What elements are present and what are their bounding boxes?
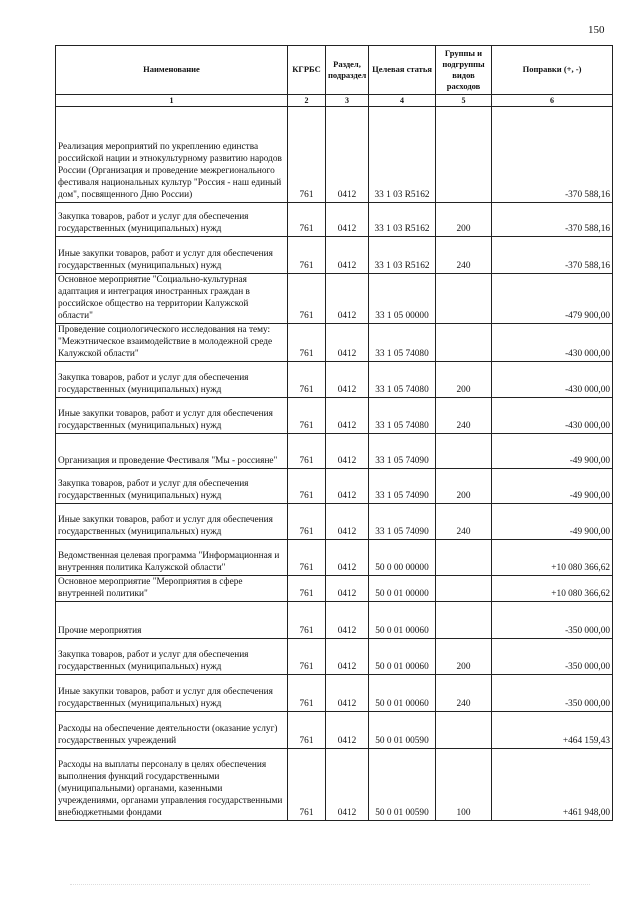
budget-amendments-table (55, 45, 613, 821)
row-name: Закупка товаров, работ и услуг для обеспечения государственных (муниципальных) нужд (56, 203, 288, 237)
row-amount: -370 588,16 (492, 107, 613, 203)
header-section: Раздел, подраздел (326, 46, 369, 95)
row-section: 0412 (326, 324, 369, 362)
row-amount: -350 000,00 (492, 675, 613, 712)
row-target: 50 0 01 00590 (369, 749, 436, 821)
row-kgrbs: 761 (288, 362, 326, 398)
row-section: 0412 (326, 203, 369, 237)
row-target: 33 1 05 74090 (369, 504, 436, 540)
row-amount: -350 000,00 (492, 639, 613, 675)
row-section: 0412 (326, 576, 369, 602)
row-kgrbs: 761 (288, 675, 326, 712)
header-row (56, 46, 613, 95)
row-name: Организация и проведение Фестиваля "Мы - россияне" (56, 434, 288, 469)
row-amount: +10 080 366,62 (492, 576, 613, 602)
row-target: 33 1 05 74090 (369, 434, 436, 469)
column-number-row (56, 95, 613, 107)
page-bottom-edge (70, 884, 590, 889)
table-row (56, 504, 613, 540)
row-amount: +464 159,43 (492, 712, 613, 749)
row-target: 33 1 05 74080 (369, 324, 436, 362)
row-kgrbs: 761 (288, 469, 326, 504)
table-row (56, 237, 613, 274)
row-section: 0412 (326, 469, 369, 504)
row-target: 33 1 03 R5162 (369, 203, 436, 237)
row-group (436, 540, 492, 576)
row-kgrbs: 761 (288, 324, 326, 362)
table-row (56, 540, 613, 576)
row-name: Расходы на выплаты персоналу в целях обеспечения выполнения функций государственными (муниципальными) органами, казенными учреждениями, органами управления государственными внебюджетными фондами (56, 749, 288, 821)
row-name: Иные закупки товаров, работ и услуг для обеспечения государственных (муниципальных) нужд (56, 675, 288, 712)
row-group (436, 324, 492, 362)
row-section: 0412 (326, 712, 369, 749)
row-name: Расходы на обеспечение деятельности (оказание услуг) государственных учреждений (56, 712, 288, 749)
table-row (56, 398, 613, 434)
row-section: 0412 (326, 504, 369, 540)
row-group: 240 (436, 504, 492, 540)
table-row (56, 576, 613, 602)
row-group: 100 (436, 749, 492, 821)
row-amount: -430 000,00 (492, 362, 613, 398)
table-row (56, 274, 613, 324)
row-kgrbs: 761 (288, 504, 326, 540)
row-kgrbs: 761 (288, 107, 326, 203)
row-section: 0412 (326, 434, 369, 469)
row-kgrbs: 761 (288, 237, 326, 274)
row-kgrbs: 761 (288, 576, 326, 602)
row-name: Закупка товаров, работ и услуг для обеспечения государственных (муниципальных) нужд (56, 362, 288, 398)
header-amendments: Поправки (+, -) (492, 46, 613, 95)
column-number: 3 (326, 95, 369, 107)
row-kgrbs: 761 (288, 712, 326, 749)
row-group (436, 576, 492, 602)
row-name: Ведомственная целевая программа "Информационная и внутренняя политика Калужской области" (56, 540, 288, 576)
row-target: 33 1 05 74080 (369, 398, 436, 434)
row-group (436, 107, 492, 203)
row-amount: -370 588,16 (492, 237, 613, 274)
row-kgrbs: 761 (288, 602, 326, 639)
row-name: Иные закупки товаров, работ и услуг для обеспечения государственных (муниципальных) нужд (56, 237, 288, 274)
table-body (56, 107, 613, 821)
row-group: 200 (436, 362, 492, 398)
page-number: 150 (588, 24, 605, 36)
column-number: 5 (436, 95, 492, 107)
header-target: Целевая статья (369, 46, 436, 95)
table-row (56, 107, 613, 203)
row-group (436, 602, 492, 639)
row-amount: -430 000,00 (492, 398, 613, 434)
table-row (56, 324, 613, 362)
row-group (436, 274, 492, 324)
row-group: 200 (436, 203, 492, 237)
row-kgrbs: 761 (288, 398, 326, 434)
row-kgrbs: 761 (288, 749, 326, 821)
row-section: 0412 (326, 540, 369, 576)
row-name: Проведение социологического исследования на тему: "Межэтническое взаимодействие в молодежной среде Калужской области" (56, 324, 288, 362)
row-amount: -49 900,00 (492, 469, 613, 504)
row-target: 50 0 01 00000 (369, 576, 436, 602)
table-row (56, 434, 613, 469)
table-row (56, 639, 613, 675)
header-groups: Группы и подгруппы видов расходов (436, 46, 492, 95)
column-number: 2 (288, 95, 326, 107)
header-name: Наименование (56, 46, 288, 95)
row-name: Прочие мероприятия (56, 602, 288, 639)
column-number: 1 (56, 95, 288, 107)
row-amount: -430 000,00 (492, 324, 613, 362)
row-kgrbs: 761 (288, 203, 326, 237)
table-row (56, 203, 613, 237)
header-kgrbs: КГРБС (288, 46, 326, 95)
row-target: 33 1 03 R5162 (369, 107, 436, 203)
row-group: 240 (436, 398, 492, 434)
row-kgrbs: 761 (288, 540, 326, 576)
row-section: 0412 (326, 398, 369, 434)
row-section: 0412 (326, 639, 369, 675)
column-number: 6 (492, 95, 613, 107)
row-group (436, 434, 492, 469)
row-amount: -350 000,00 (492, 602, 613, 639)
row-kgrbs: 761 (288, 274, 326, 324)
row-target: 33 1 03 R5162 (369, 237, 436, 274)
row-target: 50 0 00 00000 (369, 540, 436, 576)
row-name: Закупка товаров, работ и услуг для обеспечения государственных (муниципальных) нужд (56, 639, 288, 675)
row-group (436, 712, 492, 749)
row-section: 0412 (326, 362, 369, 398)
row-name: Основное мероприятие "Социально-культурная адаптация и интеграция иностранных граждан в российское общество на территории Калужской области" (56, 274, 288, 324)
table-row (56, 749, 613, 821)
row-name: Основное мероприятие "Мероприятия в сфере внутренней политики" (56, 576, 288, 602)
row-target: 50 0 01 00060 (369, 602, 436, 639)
row-group: 200 (436, 469, 492, 504)
row-target: 33 1 05 74080 (369, 362, 436, 398)
row-section: 0412 (326, 107, 369, 203)
row-amount: +10 080 366,62 (492, 540, 613, 576)
row-name: Реализация мероприятий по укреплению единства российской нации и этнокультурному развитию народов России (Организация и проведение межрегионального фестиваля национальных культур "Россия - наш единый дом", посвященного Дню России) (56, 107, 288, 203)
row-amount: -370 588,16 (492, 203, 613, 237)
row-section: 0412 (326, 675, 369, 712)
table-row (56, 712, 613, 749)
row-group: 200 (436, 639, 492, 675)
row-kgrbs: 761 (288, 639, 326, 675)
row-section: 0412 (326, 237, 369, 274)
row-name: Иные закупки товаров, работ и услуг для обеспечения государственных (муниципальных) нужд (56, 398, 288, 434)
row-amount: -49 900,00 (492, 434, 613, 469)
table-row (56, 675, 613, 712)
table-row (56, 362, 613, 398)
row-amount: +461 948,00 (492, 749, 613, 821)
row-kgrbs: 761 (288, 434, 326, 469)
column-number: 4 (369, 95, 436, 107)
table-row (56, 602, 613, 639)
row-name: Закупка товаров, работ и услуг для обеспечения государственных (муниципальных) нужд (56, 469, 288, 504)
row-target: 33 1 05 74090 (369, 469, 436, 504)
row-name: Иные закупки товаров, работ и услуг для обеспечения государственных (муниципальных) нужд (56, 504, 288, 540)
row-amount: -49 900,00 (492, 504, 613, 540)
row-target: 50 0 01 00590 (369, 712, 436, 749)
row-target: 50 0 01 00060 (369, 675, 436, 712)
row-section: 0412 (326, 749, 369, 821)
row-group: 240 (436, 675, 492, 712)
row-section: 0412 (326, 274, 369, 324)
table-row (56, 469, 613, 504)
row-section: 0412 (326, 602, 369, 639)
row-target: 50 0 01 00060 (369, 639, 436, 675)
row-group: 240 (436, 237, 492, 274)
row-target: 33 1 05 00000 (369, 274, 436, 324)
row-amount: -479 900,00 (492, 274, 613, 324)
